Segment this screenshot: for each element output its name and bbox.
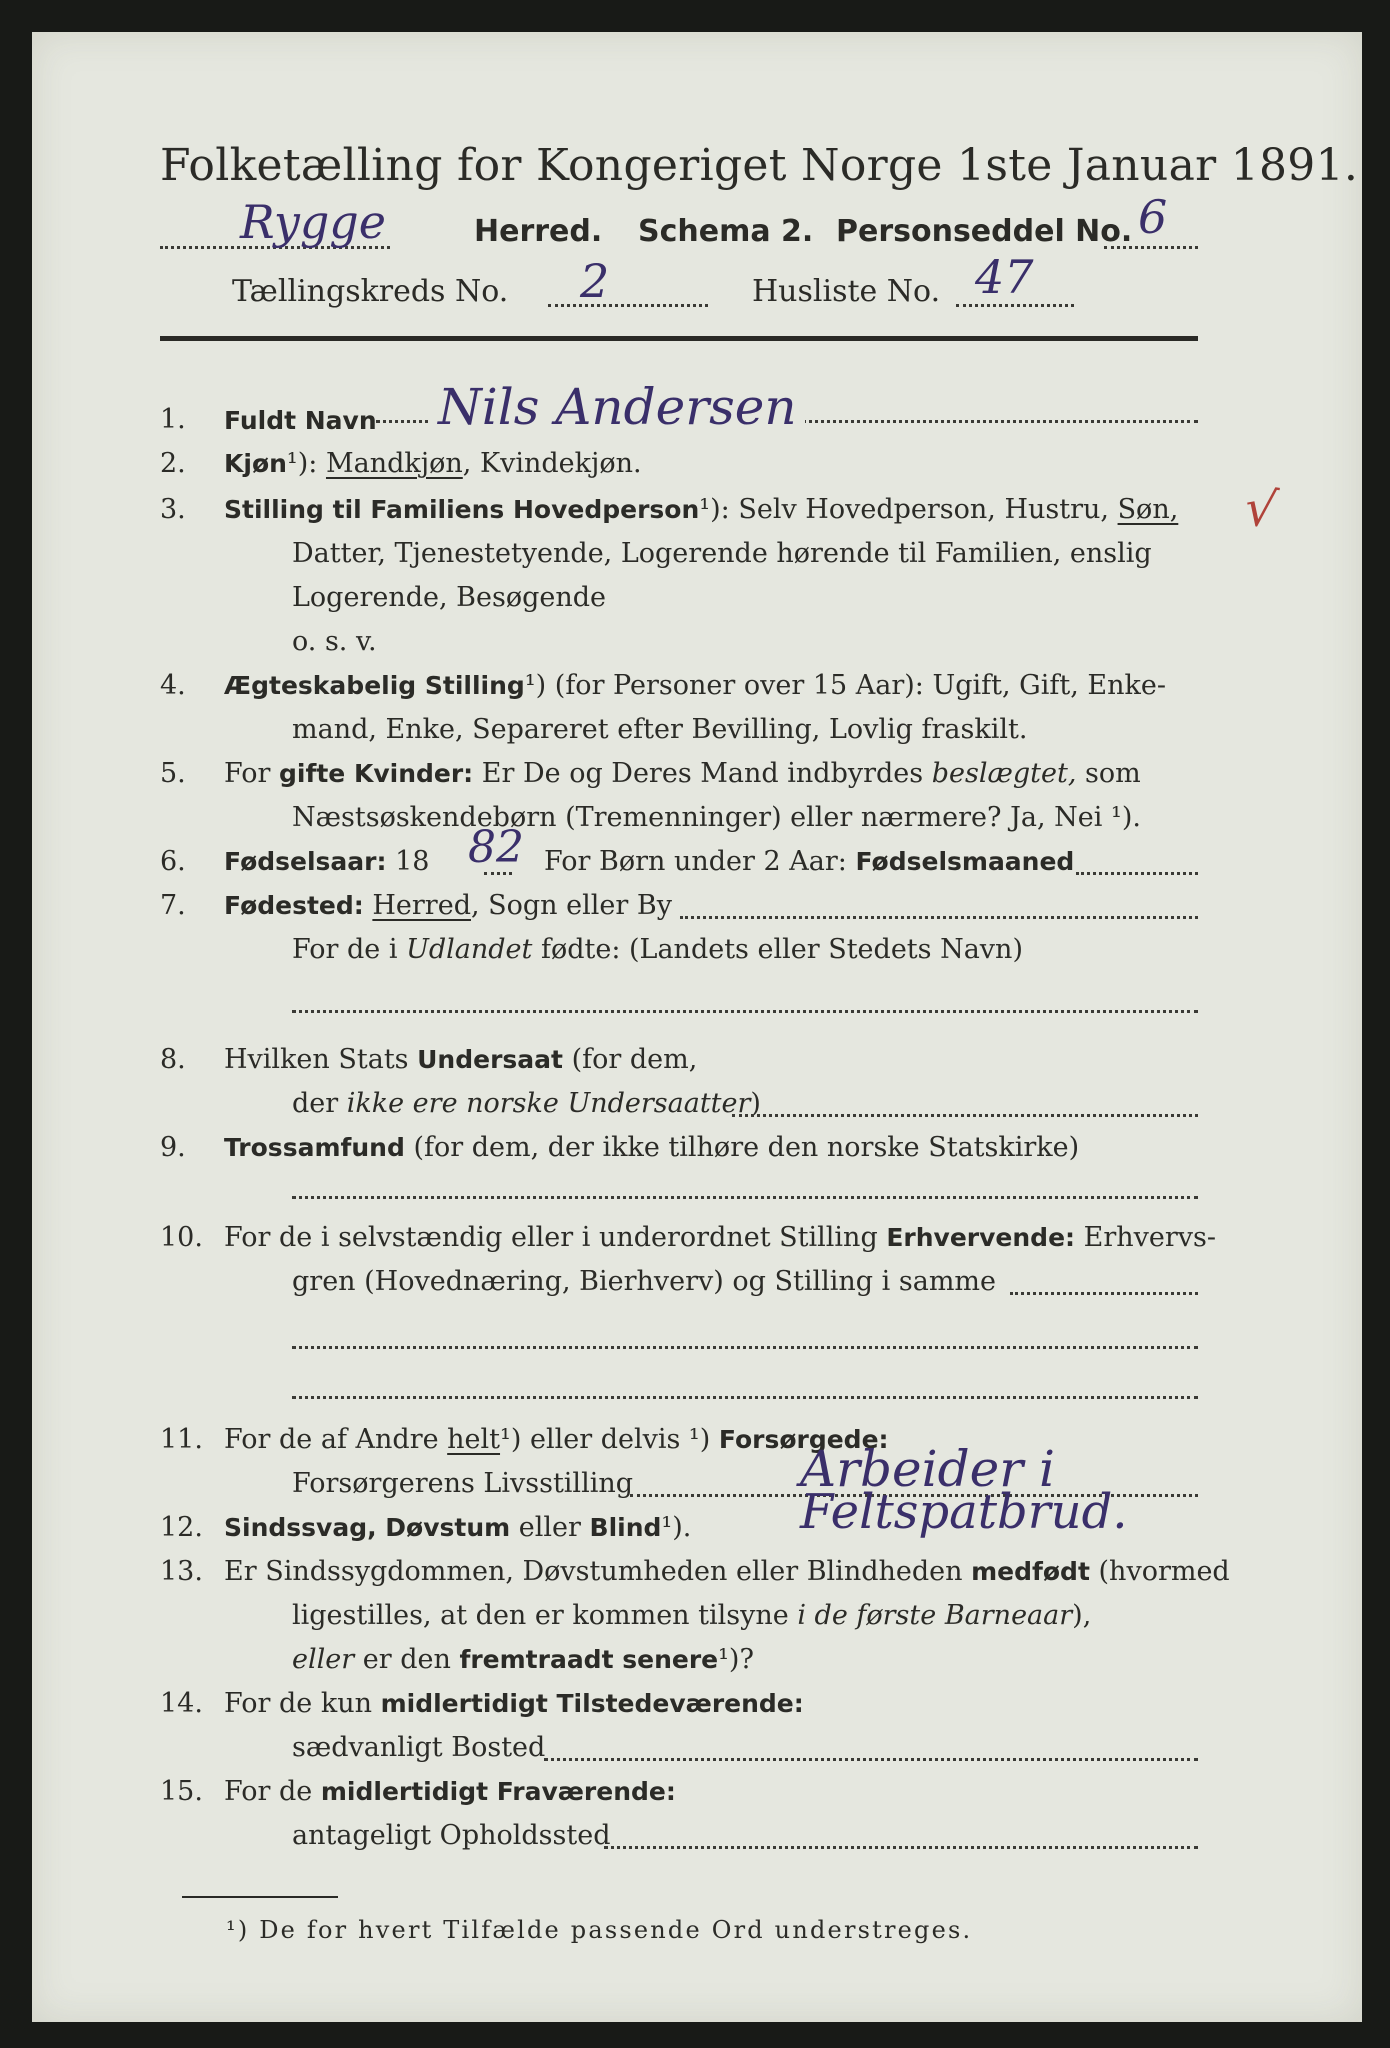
birth-year-prefix: 18 [395,846,430,877]
usual-residence-label: sædvanligt Bosted [292,1732,546,1763]
likely-residence-label: antageligt Opholdssted [292,1820,611,1851]
religion-text: (for dem, der ikke tilhøre den norske Statskirke) [413,1132,1080,1163]
item-number: 8. [160,1044,186,1075]
census-form-page [32,32,1362,2022]
full-name-value: Nils Andersen [430,378,805,436]
congenital-line3-italic: eller [292,1644,355,1675]
supported-label: Forsørgede: [718,1425,889,1454]
temp-present-pre: For de kun [224,1688,372,1719]
disability-label: Sindssvag, Døvstum [224,1513,511,1542]
item-number: 14. [160,1688,203,1719]
personseddel-label: Personseddel No. [836,214,1133,249]
citizenship-line2-pre: der [292,1088,339,1119]
header-rule [160,336,1198,341]
congenital-line3-post: ¹)? [718,1644,754,1675]
dotted-line [548,304,708,307]
family-position-row [224,494,1178,525]
married-women-italic: beslægtet, [931,758,1077,789]
item-number: 1. [160,404,186,435]
supported-pre: For de af Andre [224,1424,439,1455]
family-position-options: Selv Hovedperson, Hustru, [738,494,1109,525]
congenital-line2-pre: ligestilles, at den er kommen tilsyne [292,1600,789,1631]
dotted-line [604,1846,1198,1849]
supported-selected: helt [447,1424,501,1455]
citizenship-line2 [292,1088,761,1119]
form-title: Folketælling for Kongeriget Norge 1ste Januar 1891. [160,140,1359,191]
disability-row [224,1512,691,1543]
occupation-label: Erhvervende: [886,1223,1076,1252]
schema-label: Schema 2. [638,214,814,249]
disability-value: Feltspatbrud. [800,1484,1128,1540]
item-number: 15. [160,1776,203,1807]
footnote-rule [182,1896,338,1898]
family-position-line4: o. s. v. [292,626,377,657]
gender-selected: Mandkjøn [325,448,463,479]
religion-label: Trossamfund [224,1133,405,1162]
dotted-line [292,1346,1198,1349]
married-women-text: Er De og Deres Mand indbyrdes [481,758,924,789]
citizenship-row [224,1044,697,1075]
herred-label: Herred. [474,214,603,249]
husliste-value: 47 [975,250,1034,304]
occupation-line2: gren (Hovednæring, Bierhverv) og Stilling i samme [292,1266,997,1297]
dotted-line [292,1396,1198,1399]
citizenship-text: (for dem, [571,1044,698,1075]
dotted-line [680,916,1198,919]
dotted-line [1104,246,1198,249]
footnote-ref: ¹). [661,1512,692,1543]
close-paren: ) [750,1088,761,1119]
birthplace-options: , Sogn eller By [470,890,672,921]
item-number: 10. [160,1222,203,1253]
congenital-line3-label: fremtraadt senere [459,1645,719,1674]
item-number: 12. [160,1512,203,1543]
birthplace-abroad-row [292,934,1023,965]
married-women-label: gifte Kvinder: [279,759,474,788]
supported-text: ¹) eller delvis ¹) [500,1424,711,1455]
citizenship-label: Undersaat [417,1045,563,1074]
birthplace-abroad-pre: For de i [292,934,398,965]
dotted-line [1010,1292,1198,1295]
married-women-pre: For [224,758,271,789]
footnote-text: ¹) De for hvert Tilfælde passende Ord understreges. [226,1916,973,1944]
temp-present-row [224,1688,804,1719]
dotted-line [732,1114,1198,1117]
birth-year-row [224,846,429,877]
birthplace-abroad-text: fødte: (Landets eller Stedets Navn) [540,934,1023,965]
birthplace-label: Fødested: [224,891,364,920]
gender-label: Kjøn [224,449,287,478]
birth-month-label: Fødselsmaaned [855,847,1075,876]
family-position-label: Stilling til Familiens Hovedperson [224,495,700,524]
birthplace-row [224,890,672,921]
birth-month-text: For Børn under 2 Aar: [544,846,847,877]
married-women-text2: som [1085,758,1141,789]
citizenship-pre: Hvilken Stats [224,1044,409,1075]
provider-value: Arbeider i [800,1440,1055,1498]
footnote-ref: ¹): [699,494,730,525]
temp-absent-pre: For de [224,1776,313,1807]
dotted-line [956,304,1074,307]
item-number: 9. [160,1132,186,1163]
gender-row [224,448,642,479]
marital-row [224,670,1166,701]
occupation-row [224,1222,1216,1253]
birth-year-value: 82 [468,822,524,873]
family-position-line2: Datter, Tjenestetyende, Logerende hørende til Familien, enslig [292,538,1152,569]
supported-row [224,1424,889,1455]
family-position-line3: Logerende, Besøgende [292,582,606,613]
birthplace-abroad-italic: Udlandet [406,934,533,965]
dotted-line [544,1758,1198,1761]
item-number: 2. [160,448,186,479]
provider-label: Forsørgerens Livsstilling [292,1468,634,1499]
footnote-ref: ¹) [524,670,547,701]
item-number: 3. [160,494,186,525]
kreds-label: Tællingskreds No. [232,274,509,309]
congenital-label: medfødt [971,1557,1090,1586]
item-number: 11. [160,1424,203,1455]
item-number: 4. [160,670,186,701]
temp-absent-row [224,1776,676,1807]
congenital-line3 [292,1644,754,1675]
personseddel-value: 6 [1138,190,1168,244]
birthplace-selected: Herred [372,890,471,921]
herred-value: Rygge [240,195,386,249]
disability-label2: Blind [589,1513,662,1542]
congenital-line2-italic: i de første Barneaar [797,1600,1073,1631]
kreds-value: 2 [580,254,610,308]
citizenship-line2-italic: ikke ere norske Undersaatter [346,1088,751,1119]
temp-present-label: midlertidigt Tilstedeværende: [380,1689,804,1718]
disability-text: eller [518,1512,581,1543]
occupation-text: Erhvervs- [1083,1222,1217,1253]
marital-options: (for Personer over 15 Aar): Ugift, Gift, Enke- [554,670,1166,701]
item-number: 6. [160,846,186,877]
dotted-line [1076,872,1198,875]
congenital-line2-post: ), [1072,1600,1092,1631]
item-number: 5. [160,758,186,789]
husliste-label: Husliste No. [752,274,941,309]
birth-year-label: Fødselsaar: [224,847,387,876]
marital-label: Ægteskabelig Stilling [224,671,525,700]
full-name-label: Fuldt Navn [224,406,377,435]
birth-month-row [544,846,1074,877]
gender-other: , Kvindekjøn. [462,448,642,479]
married-women-row [224,758,1141,789]
congenital-line3-pre: er den [362,1644,451,1675]
item-number: 13. [160,1556,203,1587]
check-mark: √ [1241,478,1281,540]
footnote-ref: ¹): [286,448,318,479]
congenital-pre: Er Sindssygdommen, Døvstumheden eller Blindheden [224,1556,963,1587]
dotted-line [292,1010,1198,1013]
temp-absent-label: midlertidigt Fraværende: [320,1777,676,1806]
dotted-line [292,1196,1198,1199]
congenital-row [224,1556,1230,1587]
married-women-line2: Næstsøskendebørn (Tremenninger) eller nærmere? Ja, Nei ¹). [292,802,1141,833]
item-number: 7. [160,890,186,921]
occupation-pre: For de i selvstændig eller i underordnet Stilling [224,1222,878,1253]
marital-line2: mand, Enke, Separeret efter Bevilling, Lovlig fraskilt. [292,714,1028,745]
family-position-selected: Søn, [1117,494,1179,525]
congenital-text: (hvormed [1098,1556,1230,1587]
congenital-line2 [292,1600,1091,1631]
religion-row [224,1132,1079,1163]
